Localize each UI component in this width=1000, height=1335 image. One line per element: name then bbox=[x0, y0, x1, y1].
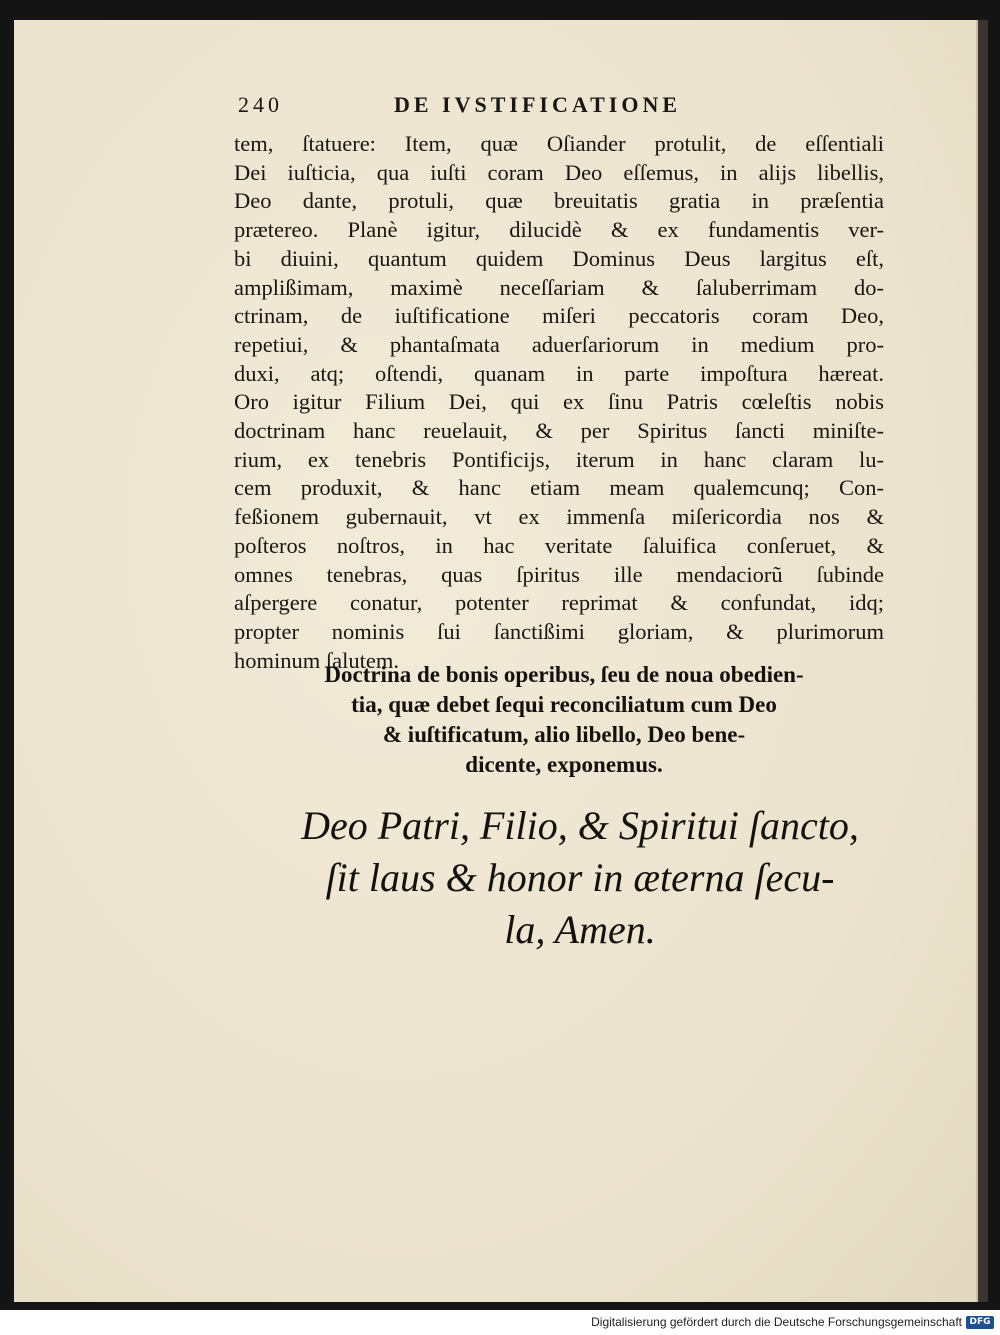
text-line: poſteros noſtros, in hac veritate ſaluifica conſeruet, & bbox=[234, 532, 884, 558]
text-line: feßionem gubernauit, vt ex immenſa miſericordia nos & bbox=[234, 504, 884, 530]
text-line: aſpergere conatur, potenter reprimat & confundat, idq; bbox=[234, 590, 884, 616]
dfg-logo: DFG bbox=[966, 1316, 994, 1329]
text-line: duxi, atq; oſtendi, quanam in parte impoſtura hæreat. bbox=[234, 360, 884, 386]
running-head: DE IVSTIFICATIONE bbox=[394, 92, 682, 117]
page-edge bbox=[978, 20, 988, 1302]
text-line: repetiui, & phantaſmata aduerſariorum in medium pro- bbox=[234, 331, 884, 357]
page-header bbox=[238, 92, 768, 122]
text-line: Oro igitur Filium Dei, qui ex ſinu Patris cœleſtis nobis bbox=[234, 389, 884, 415]
text-line: cem produxit, & hanc etiam meam qualemcunq; Con- bbox=[234, 475, 884, 501]
text-line: ctrinam, de iuſtificatione miſeri peccatoris coram Deo, bbox=[234, 303, 884, 329]
doxology bbox=[270, 800, 890, 956]
closing-line: & iuſtificatum, alio libello, Deo bene- bbox=[382, 722, 746, 747]
footer-bar bbox=[0, 1310, 1000, 1335]
body-text bbox=[234, 130, 884, 675]
text-line: propter nominis ſui ſanctißimi gloriam, & plurimorum bbox=[234, 618, 884, 644]
text-line: amplißimam, maximè neceſſariam & ſaluberrimam do- bbox=[234, 274, 884, 300]
text-line: Deo dante, protuli, quæ breuitatis gratia in præſentia bbox=[234, 188, 884, 214]
closing-line: Doctrina de bonis operibus, ſeu de noua obedien- bbox=[324, 662, 804, 687]
footer-credit: Digitalisierung gefördert durch die Deutsche Forschungsgemeinschaft bbox=[591, 1315, 962, 1329]
text-line: tem, ſtatuere: Item, quæ Oſiander protulit, de eſſentiali bbox=[234, 131, 884, 156]
text-line: Dei iuſticia, qua iuſti coram Deo eſſemus, in alijs libellis, bbox=[234, 159, 884, 185]
text-line: rium, ex tenebris Pontificijs, iterum in hanc claram lu- bbox=[234, 446, 884, 472]
text-line: doctrinam hanc reuelauit, & per Spiritus ſancti miniſte- bbox=[234, 418, 884, 444]
text-line: prætereo. Planè igitur, dilucidè & ex fundamentis ver- bbox=[234, 217, 884, 243]
doxology-line: la, Amen. bbox=[504, 907, 656, 952]
closing-paragraph bbox=[254, 660, 874, 780]
closing-line: dicente, exponemus. bbox=[465, 752, 663, 777]
doxology-line: Deo Patri, Filio, & Spiritui ſancto, bbox=[301, 803, 859, 848]
text-line: omnes tenebras, quas ſpiritus ille mendaciorũ ſubinde bbox=[234, 561, 884, 587]
text-line: bi diuini, quantum quidem Dominus Deus largitus eſt, bbox=[234, 245, 884, 271]
closing-line: tia, quæ debet ſequi reconciliatum cum Deo bbox=[351, 692, 777, 717]
doxology-line: ſit laus & honor in æterna ſecu- bbox=[325, 855, 835, 900]
text-line: hominum ſalutem. bbox=[234, 647, 399, 673]
page-number: 240 bbox=[238, 92, 283, 117]
